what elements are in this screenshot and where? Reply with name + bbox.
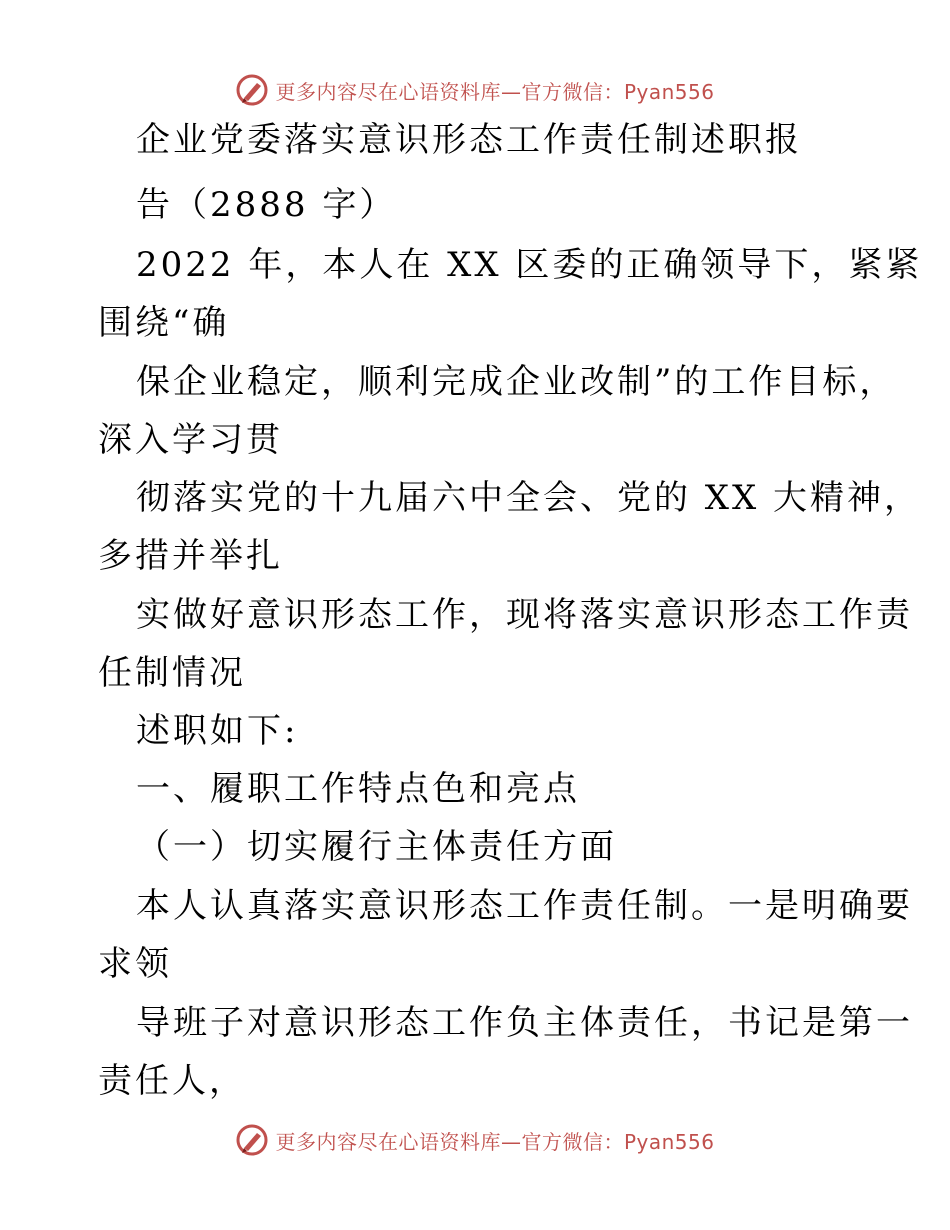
- header-banner: [0, 70, 950, 110]
- text-line: 2022 年，本人在 XX 区委的正确领导下，紧紧: [136, 245, 923, 285]
- text-line: 企业党委落实意识形态工作责任制述职报: [136, 120, 802, 160]
- subsection-heading: （一）切实履行主体责任方面: [136, 827, 617, 867]
- text-line: 深入学习贯: [98, 420, 283, 460]
- pen-circle-logo-icon: [235, 73, 269, 107]
- text-line: 责任人，: [98, 1061, 246, 1101]
- text-line: 实做好意识形态工作，现将落实意识形态工作责: [136, 595, 913, 635]
- text-line: 围绕“确: [98, 303, 230, 343]
- text-line: 求领: [98, 944, 172, 984]
- text-line: 多措并举扎: [98, 536, 283, 576]
- footer-banner-text: 更多内容尽在心语资料库—官方微信：Pyan556: [275, 1129, 715, 1154]
- text-line: 任制情况: [98, 653, 246, 693]
- text-line: 述职如下:: [136, 711, 299, 751]
- section-heading: 一、履职工作特点色和亮点: [136, 769, 580, 809]
- text-line: 导班子对意识形态工作负主体责任，书记是第一: [136, 1003, 913, 1043]
- footer-banner: [0, 1120, 950, 1160]
- text-line: 保企业稳定，顺利完成企业改制”的工作目标，: [136, 362, 897, 402]
- text-line: 告（2888 字）: [136, 185, 397, 225]
- header-banner-text: 更多内容尽在心语资料库—官方微信：Pyan556: [275, 79, 715, 104]
- text-line: 本人认真落实意识形态工作责任制。一是明确要: [136, 886, 913, 926]
- pen-circle-logo-icon: [235, 1123, 269, 1157]
- text-line: 彻落实党的十九届六中全会、党的 XX 大精神，: [136, 478, 922, 518]
